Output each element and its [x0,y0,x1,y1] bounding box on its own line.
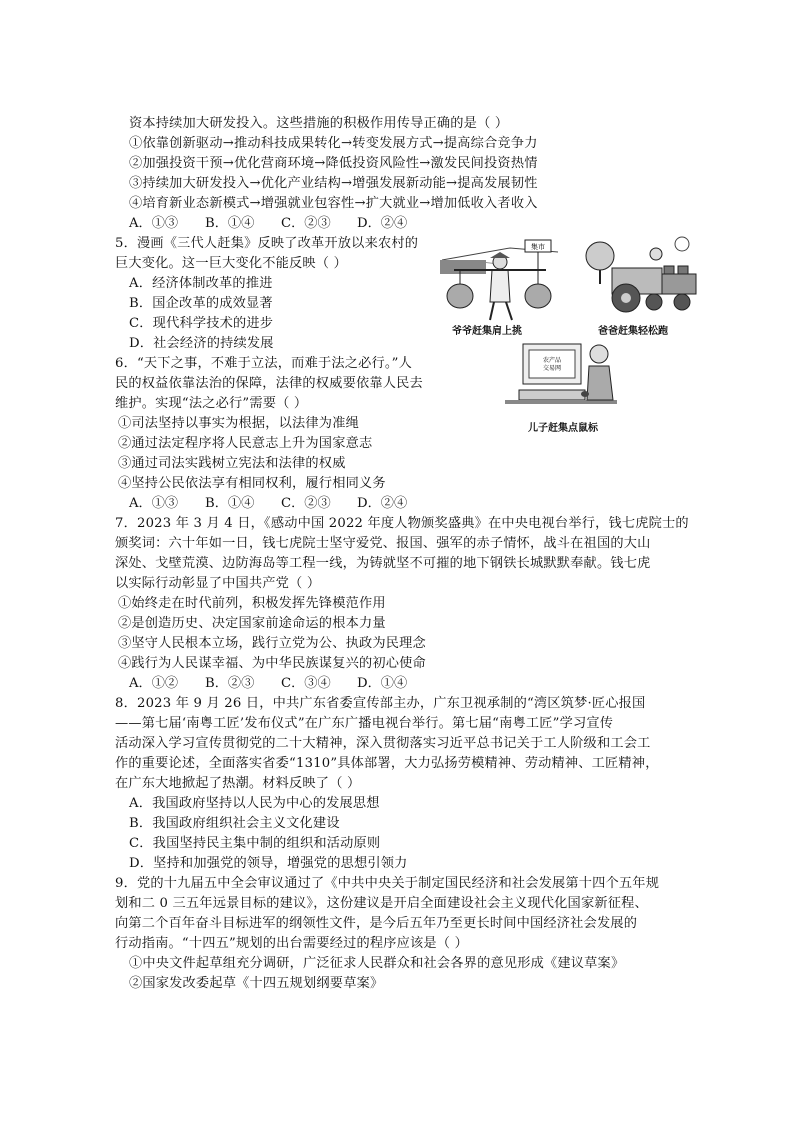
q8-stem-line1: 8．2023 年 9 月 26 日，中共广东省委宣传部主办，广东卫视承制的“湾区筑梦·匠心报国 [115,696,646,711]
cartoon-father-tractor-illustration [582,232,698,320]
q4-options [129,216,433,232]
q4-option-d[interactable]: D．②④ [357,216,408,231]
q4-item-3: ③持续加大研发投入→优化产业结构→增强发展新动能→提高发展韧性 [129,176,538,191]
q8-option-d[interactable]: D．坚持和加强党的领导，增强党的思想引领力 [129,856,408,871]
q5-stem-line2: 巨大变化。这一巨大变化不能反映（ ） [115,256,347,271]
q7-option-c[interactable]: C．③④ [281,676,331,691]
q7-option-b[interactable]: B．②③ [205,676,255,691]
svg-text:农产品: 农产品 [542,357,562,364]
q4-item-4: ④培育新业态新模式→增强就业包容性→扩大就业→增加低收入者收入 [129,196,538,211]
q8-stem-line4: 作的重要论述，全面落实省委“1310”具体部署，大力弘扬劳模精神、劳动精神、工匠精神， [115,756,659,771]
q9-stem-line3: 向第二个百年奋斗目标进军的纲领性文件，是今后五年乃至更长时间中国经济社会发展的 [115,916,638,931]
market-sign-text: 集市 [531,243,545,251]
q6-option-d[interactable]: D．②④ [357,496,408,511]
q4-item-2: ②加强投资干预→优化营商环境→降低投资风险性→激发民间投资热情 [129,156,538,171]
q9-stem-line1: 9．党的十九届五中全会审议通过了《中共中央关于制定国民经济和社会发展第十四个五年规 [115,876,660,891]
q6-option-b[interactable]: B．①④ [205,496,255,511]
q7-option-a[interactable]: A．①② [129,676,179,691]
q7-item-4: ④践行为人民谋幸福、为中华民族谋复兴的初心使命 [118,656,426,671]
q6-stem-line2: 民的权益依靠法治的保障，法律的权威要依靠人民去 [115,376,423,391]
q4-option-c[interactable]: C．②③ [281,216,331,231]
q5-option-c[interactable]: C．现代科学技术的进步 [129,316,274,331]
q7-item-3: ③坚守人民根本立场，践行立党为公、执政为民理念 [118,636,426,651]
q8-option-c[interactable]: C．我国坚持民主集中制的组织和活动原则 [129,836,381,851]
q7-stem-line4: 以实际行动彰显了中国共产党（ ） [115,576,321,591]
q6-options [129,496,433,512]
q6-item-3: ③通过司法实践树立宪法和法律的权威 [118,456,346,471]
q6-item-1: ①司法坚持以事实为根据，以法律为准绳 [118,416,359,431]
q6-option-a[interactable]: A．①③ [129,496,179,511]
q8-option-b[interactable]: B．我国政府组织社会主义文化建设 [129,816,340,831]
q4-item-1: ①依靠创新驱动→推动科技成果转化→转变发展方式→提高综合竞争力 [129,136,538,151]
q6-item-2: ②通过法定程序将人民意志上升为国家意志 [118,436,373,451]
q5-option-b[interactable]: B．国企改革的成效显著 [129,296,273,311]
q5-stem-line1: 5．漫画《三代人赶集》反映了改革开放以来农村的 [115,236,419,251]
q7-item-2: ②是创造历史、决定国家前途命运的根本力量 [118,616,386,631]
q8-stem-line5: 在广东大地掀起了热潮。材料反映了（ ） [115,776,361,791]
q6-item-4: ④坚持公民依法享有相同权利，履行相同义务 [118,476,386,491]
q5-option-a[interactable]: A．经济体制改革的推进 [129,276,273,291]
q7-options [129,676,433,692]
q7-item-1: ①始终走在时代前列，积极发挥先锋模范作用 [118,596,386,611]
caption-grandpa: 爷爷赶集肩上挑 [452,326,522,337]
q4-option-b[interactable]: B．①④ [205,216,255,231]
q6-stem-line3: 维护。实现“法之必行”需要（ ） [115,396,308,411]
q9-stem-line4: 行动指南。“十四五”规划的出台需要经过的程序应该是（ ） [115,936,468,951]
q7-option-d[interactable]: D．①④ [357,676,408,691]
q7-stem-line1: 7．2023 年 3 月 4 日，《感动中国 2022 年度人物颁奖盛典》在中央电视台举行，钱七虎院士的 [115,516,689,531]
q7-stem-line3: 深处、戈壁荒漠、边防海岛等工程一线，为铸就坚不可摧的地下钢铁长城默默奉献。钱七虎 [115,556,651,571]
q9-item-1: ①中央文件起草组充分调研，广泛征求人民群众和社会各界的意见形成《建议草案》 [129,956,625,971]
q9-stem-line2: 划和二 0 三五年远景目标的建议》，这份建议是开启全面建设社会主义现代化国家新征程、 [115,896,648,911]
q8-stem-line3: 活动深入学习宣传贯彻党的二十大精神，深入贯彻落实习近平总书记关于工人阶级和工会工 [115,736,651,751]
q6-stem-line1: 6．“天下之事，不难于立法，而难于法之必行。”人 [115,356,413,371]
q8-stem-line2: ——第七届‘南粤工匠’发布仪式”在广东广播电视台举行。第七届“南粤工匠”学习宣传 [115,716,614,731]
q8-option-a[interactable]: A．我国政府坚持以人民为中心的发展思想 [129,796,380,811]
q7-stem-line2: 颁奖词：六十年如一日，钱七虎院士坚守爱党、报国、强军的赤子情怀，战斗在祖国的大山 [115,536,651,551]
q5-option-d[interactable]: D．社会经济的持续发展 [129,336,274,351]
q4-stem-continued: 资本持续加大研发投入。这些措施的积极作用传导正确的是（ ） [129,116,509,131]
svg-text:交易网: 交易网 [542,365,562,372]
caption-father: 爸爸赶集轻松跑 [598,326,668,337]
q4-option-a[interactable]: A．①③ [129,216,179,231]
cartoon-grandpa-illustration [440,232,560,324]
cartoon-son-computer-illustration [505,338,617,418]
q9-item-2: ②国家发改委起草《十四五规划纲要草案》 [129,976,384,991]
caption-son: 儿子赶集点鼠标 [528,423,598,434]
q6-option-c[interactable]: C．②③ [281,496,331,511]
